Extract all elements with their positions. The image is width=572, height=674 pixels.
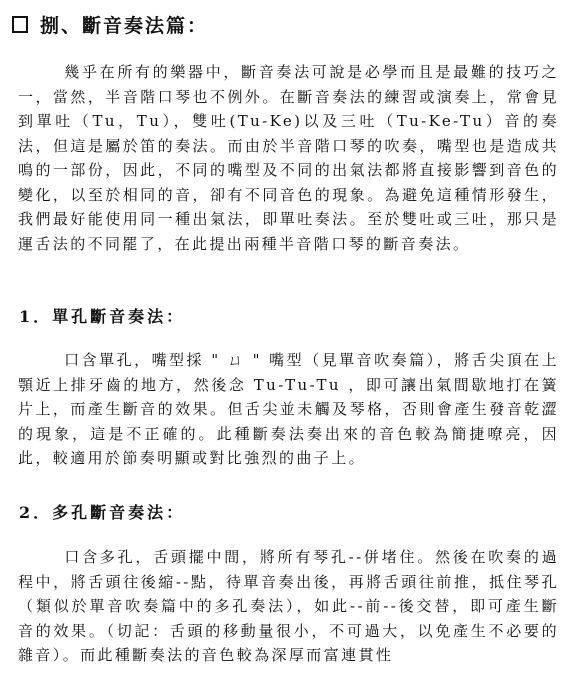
section-title-multi-hole: 2．多孔斷音奏法：: [19, 503, 186, 522]
multi-hole-text: 口含多孔，舌頭擺中間，將所有琴孔--併堵住。然後在吹奏的過程中，將舌頭往後縮--點，待單音奏出後，再將舌頭往前推，抵住琴孔（類似於單音吹奏篇中的多孔奏法），如此--前--後交替，即可產生斷音的效果。（切記：舌頭的移動量很小，不可過大，以免產生不必要的雜音）。而此種斷奏法的音色較為深厚而富連貫性: [18, 548, 559, 664]
chapter-title: 捌、斷音奏法篇：: [40, 15, 209, 37]
checkbox-icon: [12, 16, 28, 33]
intro-paragraph: [18, 60, 559, 256]
intro-text: 幾乎在所有的樂器中，斷音奏法可說是必學而且是最難的技巧之一，當然，半音階口琴也不例外。在斷音奏法的練習或演奏上，常會見到單吐（Tu，Tu），雙吐(Tu-Ke)以及三吐（Tu-Ke-Tu）音的奏法，但這是屬於笛的奏法。而由於半音階口琴的吹奏，嘴型也是造成共鳴的一部份，因此，不同的嘴型及不同的出氣法都將直接影響到音色的變化，以至於相同的音，卻有不同音色的現象。為避免這種情形發生，我們最好能使用同一種出氣法，即單吐奏法。至於雙吐或三吐，那只是運舌法的不同罷了，在此提出兩種半音階口琴的斷音奏法。: [18, 63, 559, 253]
single-hole-paragraph: [18, 348, 559, 471]
multi-hole-paragraph: [18, 545, 559, 668]
chapter-heading: [12, 11, 208, 38]
section-title-single-hole: 1．單孔斷音奏法：: [19, 307, 186, 326]
single-hole-text: 口含單孔，嘴型採 " ㄩ " 嘴型（見單音吹奏篇），將舌尖頂在上顎近上排牙齒的地方，然後念 Tu-Tu-Tu ，即可讓出氣間歇地打在簧片上，而產生斷音的效果。但舌尖並未觸及琴格，否則會產生發音乾澀的現象，這是不正確的。此種斷奏法奏出來的音色較為簡捷嘹亮，因此，較適用於節奏明顯或對比強烈的曲子上。: [18, 351, 559, 467]
